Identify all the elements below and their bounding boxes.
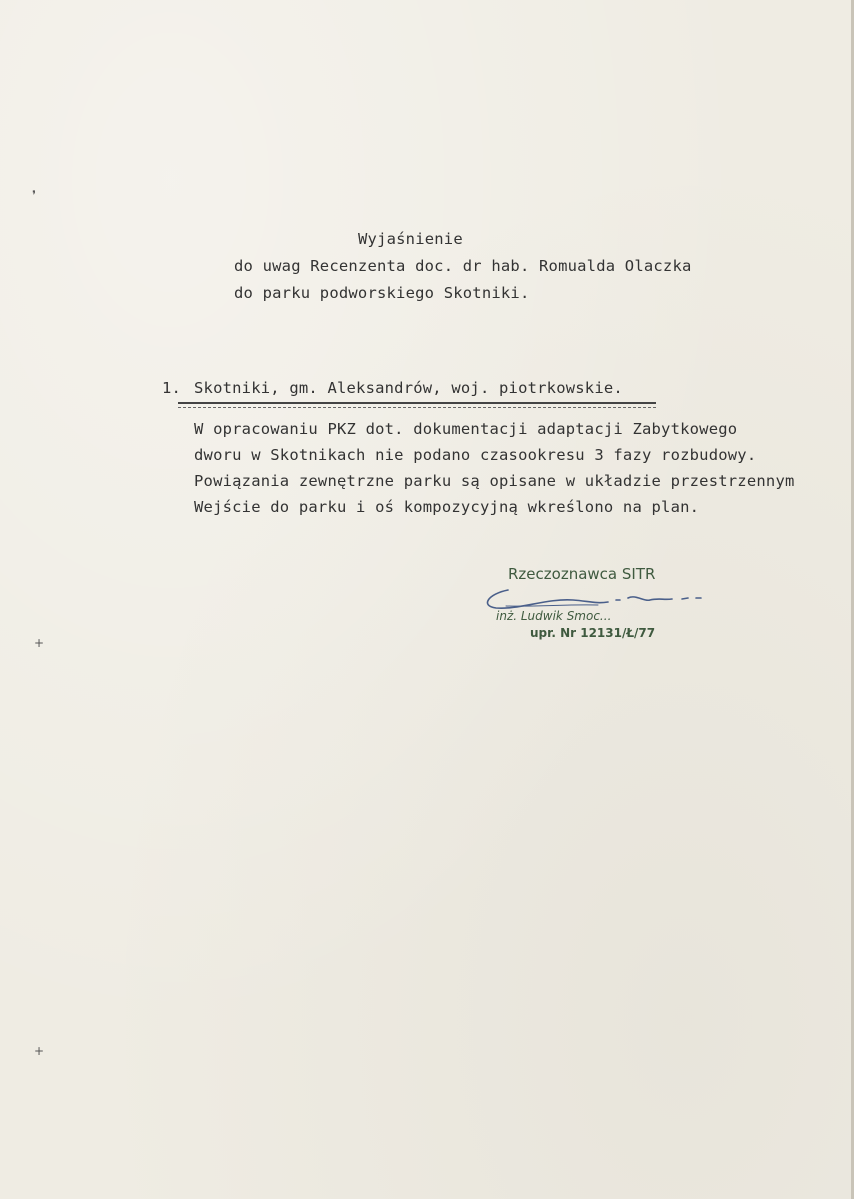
binder-mark: + bbox=[34, 1044, 45, 1058]
stamp-license: upr. Nr 12131/Ł/77 bbox=[530, 626, 656, 640]
section-number: 1. bbox=[162, 379, 182, 397]
paragraph-line: Wejście do parku i oś kompozycyjną wkreślono na plan. bbox=[194, 498, 700, 516]
paragraph-line: W opracowaniu PKZ dot. dokumentacji adaptacji Zabytkowego bbox=[194, 420, 738, 438]
paragraph-line: Powiązania zewnętrzne parku są opisane w układzie przestrzennym bbox=[194, 472, 795, 490]
paragraph-line: dworu w Skotnikach nie podano czasookresu 3 fazy rozbudowy. bbox=[194, 446, 757, 464]
binder-mark: + bbox=[34, 636, 45, 650]
stamp-title: Rzeczoznawca SITR bbox=[508, 565, 656, 583]
heading-underline bbox=[178, 402, 656, 408]
subtitle-line: do parku podworskiego Skotniki. bbox=[234, 284, 530, 302]
binder-mark: ❜ bbox=[32, 188, 36, 202]
section-heading: Skotniki, gm. Aleksandrów, woj. piotrkowskie. bbox=[194, 379, 623, 397]
document-title: Wyjaśnienie bbox=[358, 230, 463, 248]
stamp-name: inż. Ludwik Smoc... bbox=[496, 609, 612, 623]
subtitle-line: do uwag Recenzenta doc. dr hab. Romualda Olaczka bbox=[234, 257, 692, 275]
